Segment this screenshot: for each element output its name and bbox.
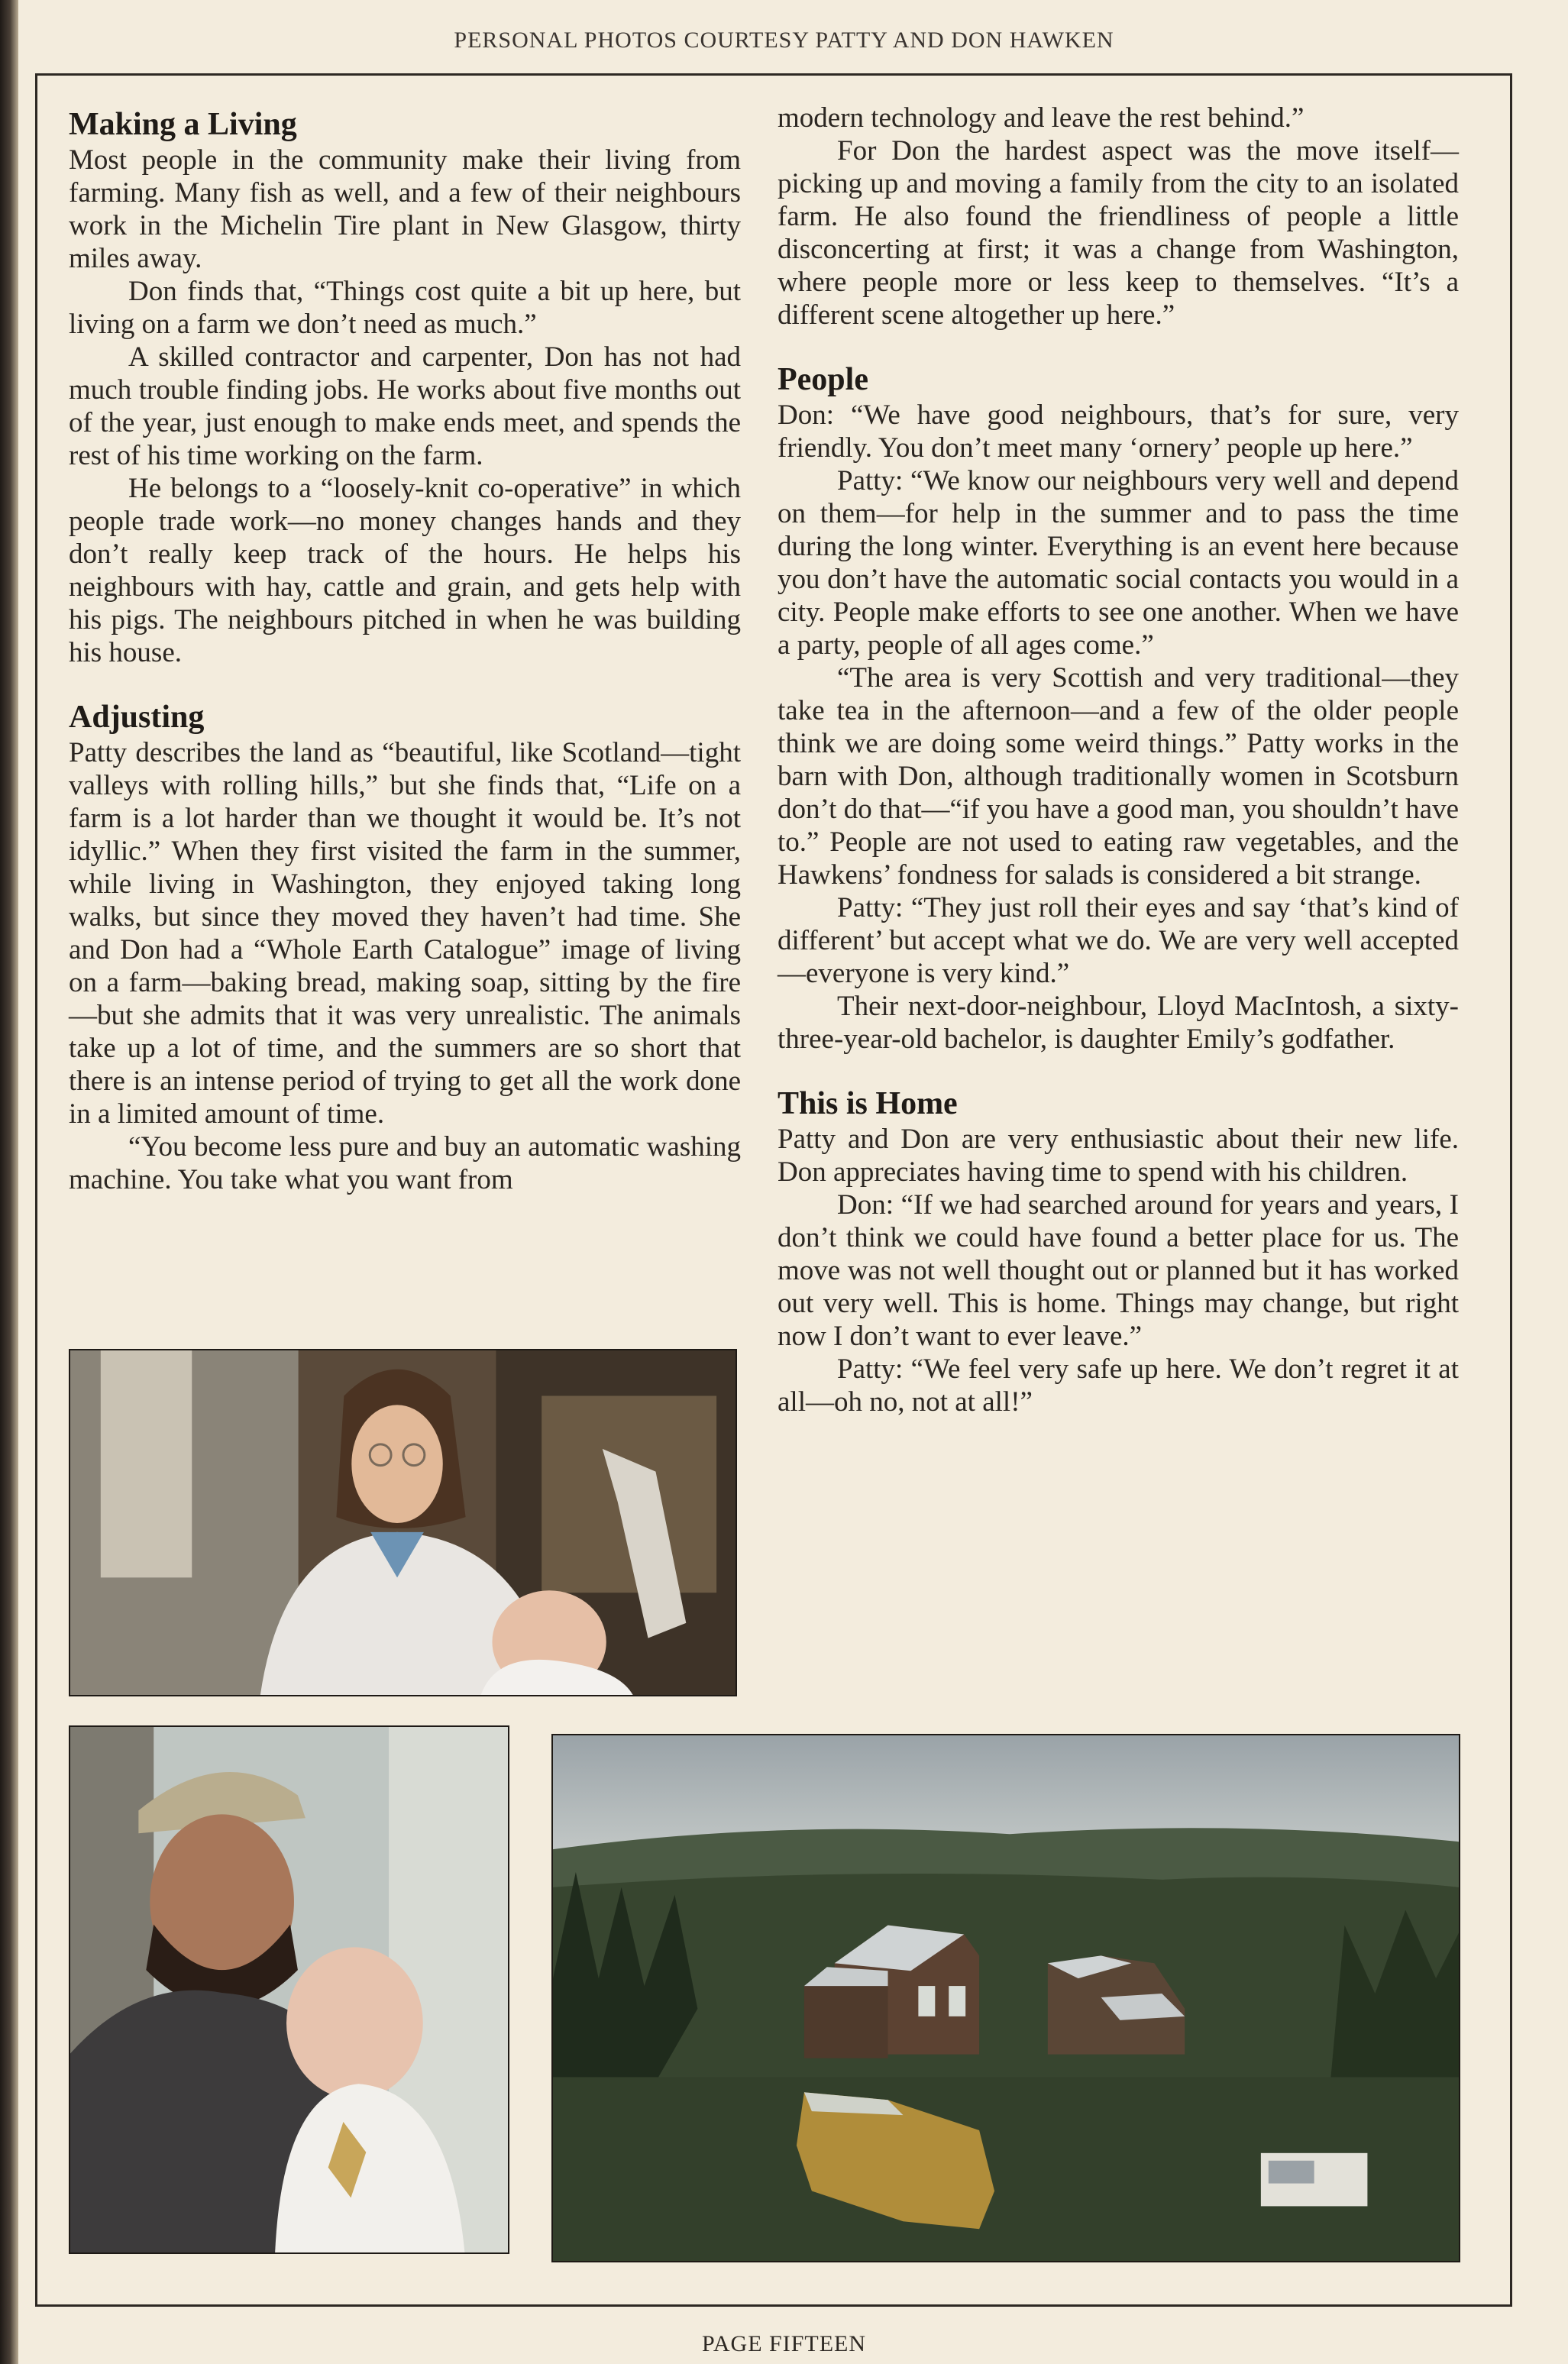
left-column (69, 105, 741, 1196)
photo-father-and-baby (69, 1725, 509, 2254)
paragraph: Patty: “They just roll their eyes and say ‘that’s kind of different’ but accept what we do. We are very well accepted—everyone is very kind.” (778, 892, 1459, 989)
paragraph: A skilled contractor and carpenter, Don has not had much trouble finding jobs. He works about five months out of the year, just enough to make ends meet, and spends the rest of his time working on the farm. (69, 341, 741, 471)
heading-this-is-home: This is Home (778, 1086, 958, 1121)
paragraph: Their next-door-neighbour, Lloyd MacIntosh, a sixty-three-year-old bachelor, is daughter Emily’s godfather. (778, 991, 1459, 1055)
paragraph: Patty: “We know our neighbours very well and depend on them—for help in the summer and to pass the time during the long winter. Everything is an event here because you don’t have the automatic social contacts you would in a city. People make efforts to see one another. When we have a party, people of all ages come.” (778, 465, 1459, 661)
paragraph: Don finds that, “Things cost quite a bit up here, but living on a farm we don’t need as much.” (69, 276, 741, 340)
page-number: PAGE FIFTEEN (701, 2331, 867, 2356)
photo-credit: PERSONAL PHOTOS COURTESY PATTY AND DON HAWKEN (454, 27, 1114, 53)
paragraph: He belongs to a “loosely-knit co-operative” in which people trade work—no money changes hands and they don’t really keep track of the hours. He helps his neighbours with hay, cattle and grain, and gets help with his pigs. The neighbours pitched in when he was building his house. (69, 473, 741, 668)
paragraph: “The area is very Scottish and very traditional—they take tea in the afternoon—and a few of the older people think we are doing some weird things.” Patty works in the barn with Don, although traditionally women in Scotsburn don’t do that—“if you have a good man, you shouldn’t have to.” People are not used to eating raw vegetables, and the Hawkens’ fondness for salads is considered a bit strange. (778, 662, 1459, 891)
paragraph: “You become less pure and buy an automatic washing machine. You take what you want from (69, 1131, 741, 1195)
book-spine-edge (0, 0, 18, 2364)
paragraph: For Don the hardest aspect was the move itself—picking up and moving a family from the city to an isolated farm. He also found the friendliness of people a little disconcerting at first; it was a change from Washington, where people more or less keep to themselves. “It’s a different scene altogether up here.” (778, 135, 1459, 331)
heading-making-a-living: Making a Living (69, 107, 297, 142)
right-column (778, 102, 1459, 1418)
paragraph: Patty and Don are very enthusiastic about their new life. Don appreciates having time to spend with his children. (778, 1124, 1459, 1188)
paragraph: Most people in the community make their living from farming. Many fish as well, and a few of their neighbours work in the Michelin Tire plant in New Glasgow, thirty miles away. (69, 144, 741, 274)
photo-mother-and-baby (69, 1349, 737, 1696)
paragraph: Don: “We have good neighbours, that’s for sure, very friendly. You don’t meet many ‘ornery’ people up here.” (778, 399, 1459, 464)
paragraph: Patty describes the land as “beautiful, like Scotland—tight valleys with rolling hills,” but she finds that, “Life on a farm is a lot harder than we thought it would be. It’s not idyllic.” When they first visited the farm in the summer, while living in Washington, they enjoyed taking long walks, but since they moved they haven’t had time. She and Don had a “Whole Earth Catalogue” image of living on a farm—baking bread, making soap, sitting by the fire—but she admits that it was very unrealistic. The animals take up a lot of time, and the summers are so short that there is an intense period of trying to get all the work done in a limited amount of time. (69, 737, 741, 1130)
paragraph-continued: modern technology and leave the rest behind.” (778, 102, 1305, 134)
paragraph: Don: “If we had searched around for years and years, I don’t think we could have found a better place for us. The move was not well thought out or planned but it has worked out very well. This is home. Things may change, but right now I don’t want to ever leave.” (778, 1189, 1459, 1352)
heading-adjusting: Adjusting (69, 700, 205, 735)
heading-people: People (778, 362, 868, 397)
paragraph: Patty: “We feel very safe up here. We don’t regret it at all—oh no, not at all!” (778, 1353, 1459, 1418)
photo-farm-landscape (551, 1734, 1460, 2262)
